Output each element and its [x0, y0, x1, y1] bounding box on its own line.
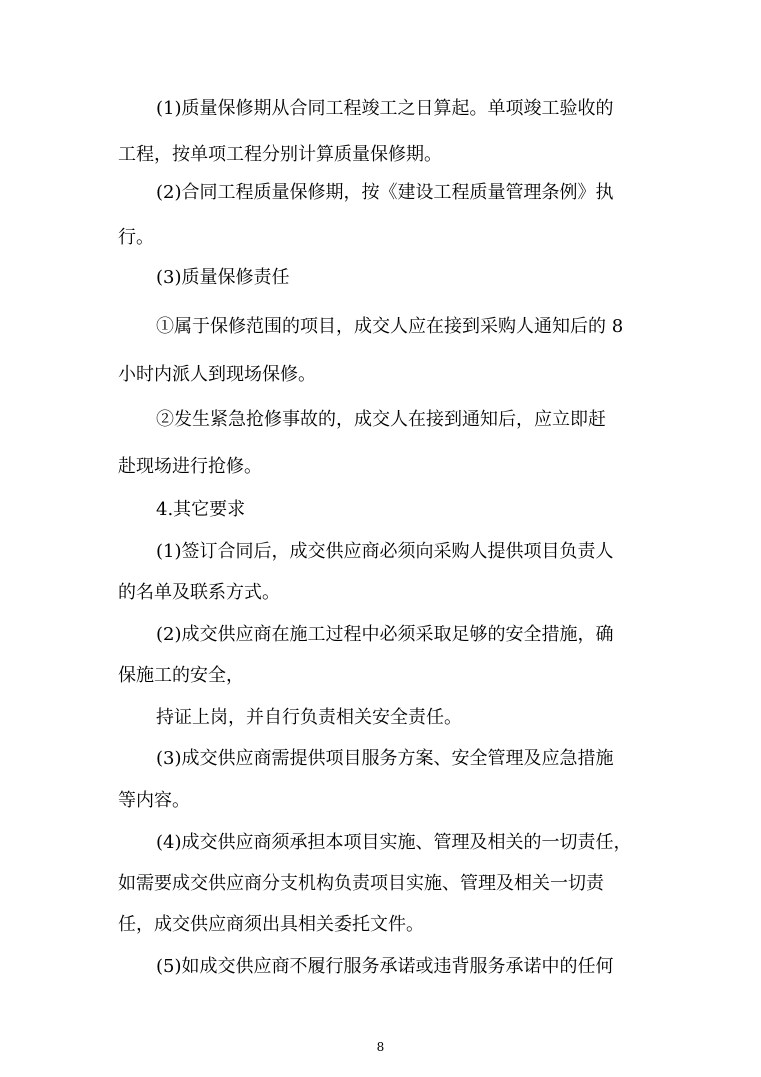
text-line-19: 如需要成交供应商分支机构负责项目实施、管理及相关一切责 [118, 873, 604, 894]
text-line-8: ②发生紧急抢修事故的，成交人在接到通知后，应立即赶 [156, 409, 606, 430]
text-line-4: 行。 [118, 227, 154, 248]
text-line-10: 4.其它要求 [156, 499, 246, 520]
text-line-20: 任，成交供应商须出具相关委托文件。 [118, 914, 424, 935]
text-line-13: (2)成交供应商在施工过程中必须采取足够的安全措施，确 [156, 624, 614, 645]
text-line-5: (3)质量保修责任 [156, 267, 290, 288]
text-line-12: 的名单及联系方式。 [118, 582, 280, 603]
text-line-9: 赴现场进行抢修。 [118, 456, 262, 477]
text-line-15: 持证上岗，并自行负责相关安全责任。 [156, 707, 462, 728]
text-line-2: 工程，按单项工程分别计算质量保修期。 [118, 144, 442, 165]
text-line-17: 等内容。 [118, 790, 190, 811]
page-number: 8 [376, 1040, 385, 1054]
text-line-21: (5)如成交供应商不履行服务承诺或违背服务承诺中的任何 [156, 956, 614, 977]
text-line-14: 保施工的安全， [118, 665, 244, 686]
text-line-11: (1)签订合同后，成交供应商必须向采购人提供项目负责人 [156, 541, 614, 562]
text-line-7: 小时内派人到现场保修。 [118, 364, 316, 385]
text-line-1: (1)质量保修期从合同工程竣工之日算起。单项竣工验收的 [156, 98, 614, 119]
text-line-16: (3)成交供应商需提供项目服务方案、安全管理及应急措施 [156, 748, 614, 769]
text-line-18: (4)成交供应商须承担本项目实施、管理及相关的一切责任， [156, 832, 632, 853]
text-line-6: ①属于保修范围的项目，成交人应在接到采购人通知后的 8 [156, 316, 624, 337]
text-line-3: (2)合同工程质量保修期，按《建设工程质量管理条例》执 [156, 182, 614, 203]
